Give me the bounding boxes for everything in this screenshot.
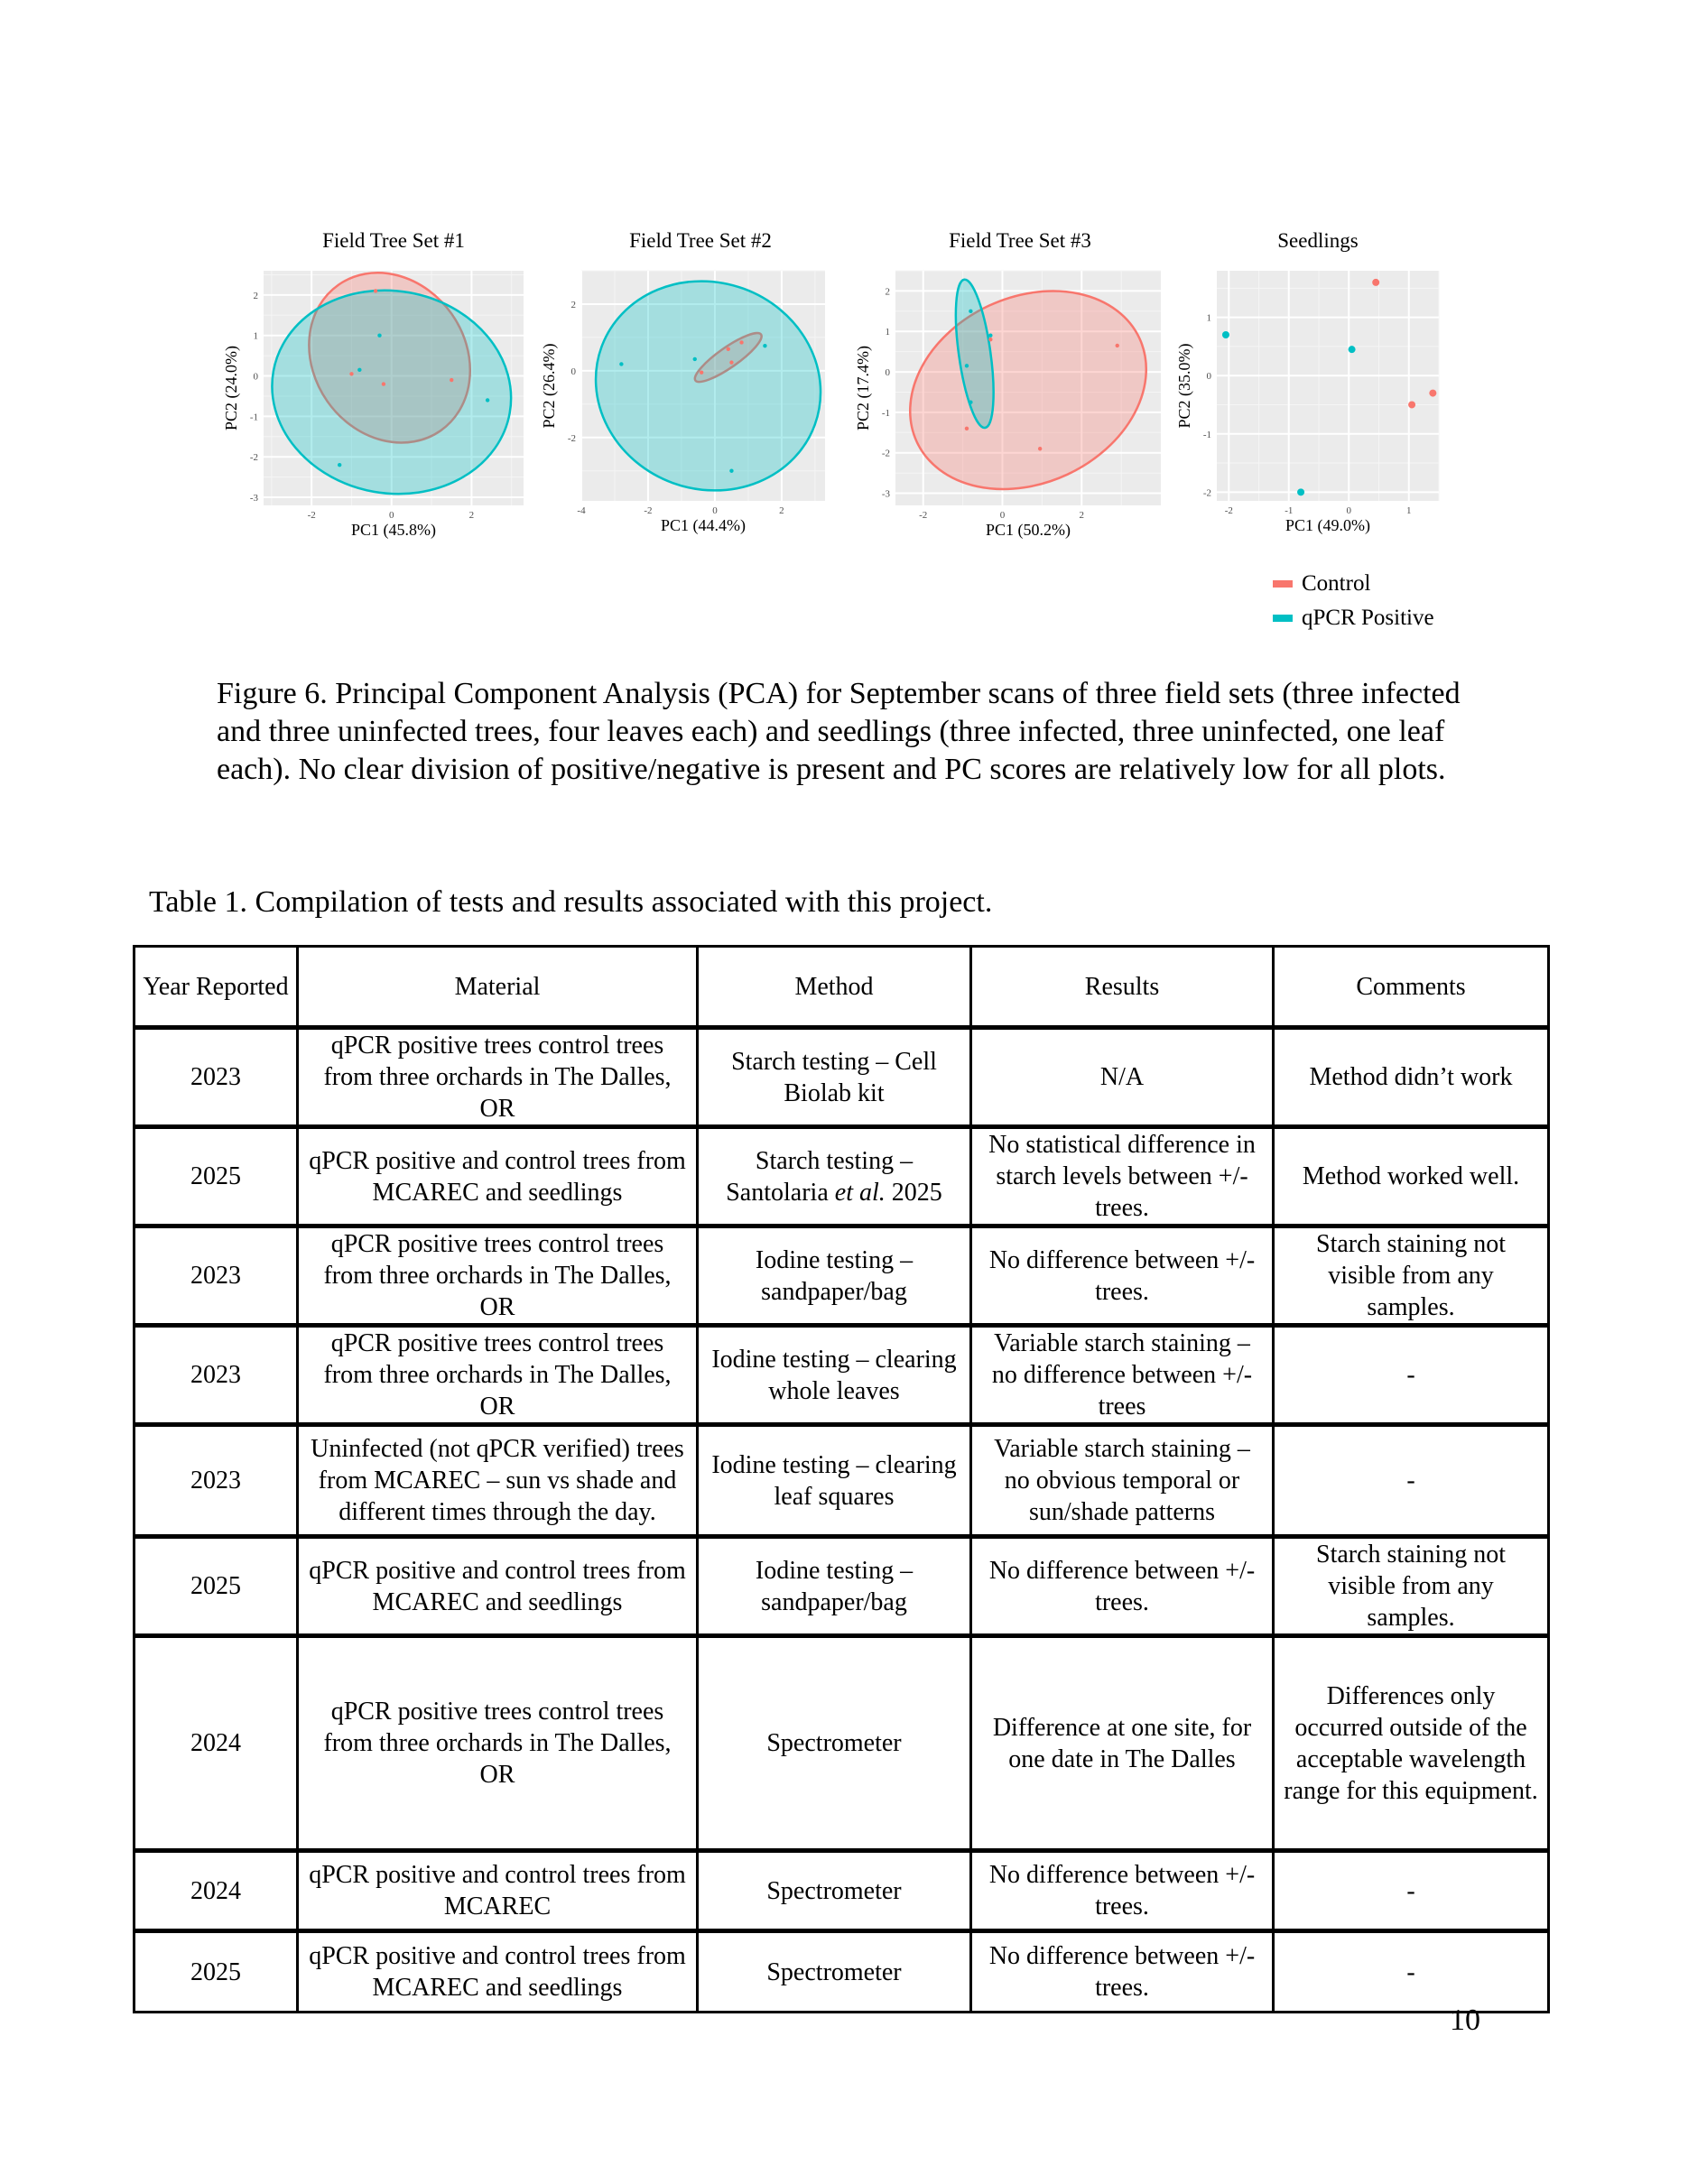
- cell-method: [698, 1326, 971, 1425]
- pca-panel-4: [1175, 229, 1439, 535]
- cell-year: 2025: [134, 1931, 298, 2013]
- x-tick-label: 2: [1079, 510, 1084, 521]
- y-tick-label: 1: [1206, 312, 1211, 324]
- data-point: [357, 368, 361, 372]
- table-header-row: [134, 947, 1549, 1028]
- plot-background: [1217, 271, 1439, 501]
- data-point: [450, 378, 453, 382]
- cell-comments: -: [1274, 1851, 1549, 1931]
- table-row: [134, 1326, 1549, 1425]
- y-tick-label: 2: [570, 299, 576, 310]
- page-number: 10: [1450, 2004, 1480, 2037]
- y-tick-label: 2: [885, 286, 890, 298]
- cell-comments: -: [1274, 1931, 1549, 2013]
- cell-results: No difference between +/- trees.: [971, 1931, 1274, 2013]
- y-tick-label: 0: [253, 371, 258, 383]
- data-point: [1349, 346, 1356, 353]
- x-tick-label: 1: [1406, 505, 1412, 516]
- data-point: [739, 340, 743, 344]
- y-tick-label: 0: [885, 367, 890, 379]
- cell-year: 2023: [134, 1326, 298, 1425]
- data-point: [969, 400, 972, 403]
- data-point: [763, 344, 766, 347]
- cell-method: [698, 1931, 971, 2013]
- cell-year: 2024: [134, 1851, 298, 1931]
- y-tick-label: 1: [253, 330, 258, 342]
- method-text: Iodine testing – clearing whole leaves: [711, 1345, 957, 1405]
- y-tick-label: -3: [881, 488, 890, 500]
- cell-results: Difference at one site, for one date in The Dalles: [971, 1636, 1274, 1851]
- table-row: [134, 1851, 1549, 1931]
- pca-panel-2: [540, 229, 850, 535]
- cell-method: [698, 1127, 971, 1226]
- data-point: [969, 310, 972, 313]
- table-body: [134, 1028, 1549, 2013]
- y-tick-label: 0: [570, 366, 576, 377]
- y-axis-label: PC2 (26.4%): [540, 343, 558, 429]
- method-text: Iodine testing – clearing leaf squares: [711, 1450, 957, 1511]
- cell-year: 2024: [134, 1636, 298, 1851]
- cell-comments: -: [1274, 1425, 1549, 1537]
- cell-comments: Starch staining not visible from any samples.: [1274, 1537, 1549, 1636]
- method-text: Spectrometer: [766, 1729, 902, 1757]
- panel-title: Field Tree Set #3: [949, 229, 1091, 252]
- cell-year: 2023: [134, 1028, 298, 1127]
- data-point: [988, 334, 992, 338]
- data-point: [377, 334, 381, 338]
- legend-label-control: Control: [1302, 571, 1371, 596]
- y-axis-label: PC2 (35.0%): [1175, 343, 1193, 429]
- cell-year: 2025: [134, 1127, 298, 1226]
- cell-comments: Method worked well.: [1274, 1127, 1549, 1226]
- y-tick-label: 2: [253, 290, 258, 301]
- table-row: [134, 1537, 1549, 1636]
- figure-caption: Figure 6. Principal Component Analysis (PCA) for September scans of three field sets (three infected and three uninfected trees, four leaves each) and seedlings (three infected, three uninfected, one leaf each). No clear division of positive/negative is present and PC scores are relatively low for all plots.: [217, 677, 1461, 786]
- cell-method: [698, 1636, 971, 1851]
- x-tick-label: -4: [577, 505, 586, 516]
- pca-panel-1: [222, 229, 527, 540]
- legend-item-control: [1273, 567, 1434, 601]
- data-point: [1297, 488, 1304, 495]
- cell-material: qPCR positive and control trees from MCAREC and seedlings: [298, 1127, 698, 1226]
- cell-method: [698, 1226, 971, 1326]
- y-tick-label: 0: [1206, 371, 1211, 383]
- method-text: Spectrometer: [766, 1876, 902, 1905]
- y-tick-label: -1: [881, 407, 890, 419]
- data-point: [1222, 331, 1229, 338]
- table-row: [134, 1425, 1549, 1537]
- data-point: [486, 398, 489, 402]
- data-point: [727, 347, 730, 351]
- data-point: [1116, 344, 1119, 347]
- x-axis-label: PC1 (45.8%): [351, 521, 436, 539]
- cell-comments: Differences only occurred outside of the acceptable wavelength range for this equipment.: [1274, 1636, 1549, 1851]
- cell-year: 2023: [134, 1226, 298, 1326]
- x-tick-label: 2: [468, 510, 475, 521]
- cell-material: qPCR positive and control trees from MCAREC and seedlings: [298, 1931, 698, 2013]
- cell-material: qPCR positive trees control trees from three orchards in The Dalles, OR: [298, 1226, 698, 1326]
- x-axis-label: PC1 (49.0%): [1285, 516, 1370, 534]
- data-point: [1372, 279, 1379, 286]
- data-point: [1038, 447, 1042, 450]
- method-text: Iodine testing – sandpaper/bag: [755, 1245, 914, 1306]
- table-row: [134, 1636, 1549, 1851]
- cell-material: qPCR positive trees control trees from three orchards in The Dalles, OR: [298, 1636, 698, 1851]
- panel-title: Seedlings: [1277, 229, 1359, 252]
- data-point: [338, 463, 341, 467]
- header-comments: Comments: [1274, 947, 1549, 1028]
- method-text: Starch testing – Santolaria: [726, 1146, 914, 1207]
- cell-year: 2023: [134, 1425, 298, 1537]
- cell-results: N/A: [971, 1028, 1274, 1127]
- x-tick-label: -2: [1224, 505, 1233, 516]
- results-table: [133, 945, 1550, 2013]
- legend-swatch-control: [1273, 580, 1293, 588]
- y-tick-label: -1: [249, 412, 258, 423]
- data-point: [1408, 401, 1415, 408]
- table-title: Table 1. Compilation of tests and results associated with this project.: [149, 885, 993, 919]
- y-axis-label: PC2 (24.0%): [222, 346, 240, 430]
- y-tick-label: -1: [1202, 429, 1211, 440]
- data-point: [1429, 390, 1436, 397]
- pca-figure: [0, 0, 1688, 650]
- table-row: [134, 1931, 1549, 2013]
- x-tick-label: 0: [712, 505, 718, 516]
- method-text: Iodine testing – sandpaper/bag: [755, 1556, 914, 1616]
- legend-item-qpcr-positive: [1273, 601, 1434, 635]
- x-axis-label: PC1 (50.2%): [986, 521, 1071, 539]
- y-tick-label: -3: [249, 493, 258, 504]
- method-text-after: 2025: [885, 1178, 942, 1207]
- data-point: [619, 362, 623, 366]
- data-point: [693, 357, 697, 361]
- data-point: [700, 371, 703, 375]
- cell-results: No difference between +/- trees.: [971, 1537, 1274, 1636]
- cell-comments: -: [1274, 1326, 1549, 1425]
- data-point: [382, 382, 385, 385]
- cell-results: Variable starch staining – no difference between +/- trees: [971, 1326, 1274, 1425]
- panel-title: Field Tree Set #1: [322, 229, 465, 252]
- cell-method: [698, 1028, 971, 1127]
- method-italic-text: et al.: [834, 1178, 886, 1207]
- cell-method: [698, 1537, 971, 1636]
- y-tick-label: 1: [885, 327, 890, 338]
- y-tick-label: -2: [881, 448, 890, 459]
- x-tick-label: -2: [307, 510, 316, 521]
- x-tick-label: 2: [779, 505, 784, 516]
- x-tick-label: -1: [1285, 505, 1294, 516]
- data-point: [965, 364, 969, 367]
- y-tick-label: -2: [249, 452, 258, 464]
- cell-material: qPCR positive trees control trees from three orchards in The Dalles, OR: [298, 1028, 698, 1127]
- pca-panel-3: [854, 229, 1179, 540]
- cell-material: qPCR positive and control trees from MCAREC: [298, 1851, 698, 1931]
- x-tick-label: -2: [644, 505, 653, 516]
- panel-title: Field Tree Set #2: [629, 229, 772, 252]
- method-text: Starch testing – Cell Biolab kit: [731, 1047, 937, 1107]
- x-tick-label: -2: [919, 510, 928, 521]
- cell-results: Variable starch staining – no obvious temporal or sun/shade patterns: [971, 1425, 1274, 1537]
- x-axis-label: PC1 (44.4%): [661, 516, 746, 534]
- y-axis-label: PC2 (17.4%): [854, 346, 872, 430]
- header-method: Method: [698, 947, 971, 1028]
- cell-results: No difference between +/- trees.: [971, 1851, 1274, 1931]
- header-year: Year Reported: [134, 947, 298, 1028]
- cell-comments: Method didn’t work: [1274, 1028, 1549, 1127]
- cell-material: qPCR positive and control trees from MCAREC and seedlings: [298, 1537, 698, 1636]
- table-row: [134, 1226, 1549, 1326]
- cell-method: [698, 1425, 971, 1537]
- data-point: [988, 338, 992, 341]
- x-tick-label: 0: [999, 510, 1006, 521]
- data-point: [729, 469, 733, 473]
- cell-year: 2025: [134, 1537, 298, 1636]
- header-results: Results: [971, 947, 1274, 1028]
- cell-comments: Starch staining not visible from any samples.: [1274, 1226, 1549, 1326]
- y-tick-label: -2: [1202, 487, 1211, 499]
- x-tick-label: 0: [1346, 505, 1352, 516]
- data-point: [965, 427, 969, 430]
- header-material: Material: [298, 947, 698, 1028]
- table-row: [134, 1028, 1549, 1127]
- cell-results: No statistical difference in starch levels between +/- trees.: [971, 1127, 1274, 1226]
- cell-method: [698, 1851, 971, 1931]
- y-tick-label: -2: [567, 432, 576, 444]
- method-text: Spectrometer: [766, 1957, 902, 1986]
- cell-material: Uninfected (not qPCR verified) trees from MCAREC – sun vs shade and different times through the day.: [298, 1425, 698, 1537]
- table-row: [134, 1127, 1549, 1226]
- cell-material: qPCR positive trees control trees from three orchards in The Dalles, OR: [298, 1326, 698, 1425]
- data-point: [349, 372, 353, 375]
- legend-label-qpcr-positive: qPCR Positive: [1302, 606, 1434, 630]
- legend-swatch-qpcr-positive: [1273, 615, 1293, 622]
- x-tick-label: 0: [389, 510, 394, 521]
- data-point: [729, 360, 733, 364]
- cell-results: No difference between +/- trees.: [971, 1226, 1274, 1326]
- figure-legend: [1273, 567, 1434, 635]
- data-point: [374, 289, 377, 292]
